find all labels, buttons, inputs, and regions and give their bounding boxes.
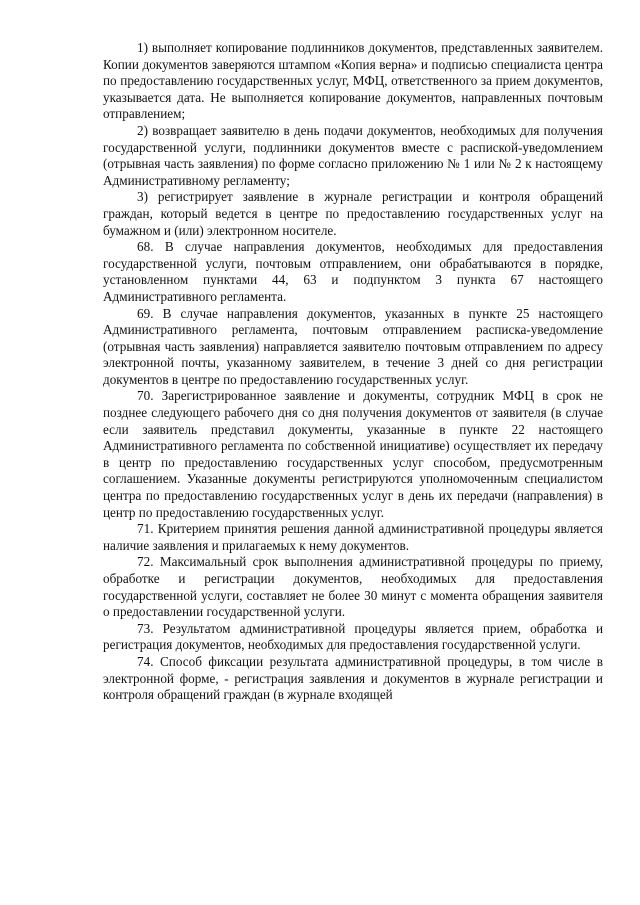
- paragraph-67-3: 3) регистрирует заявление в журнале регистрации и контроля обращений граждан, который ведется в центре по предоставлению государственных услуг на бумажном и (или) электронном носителе.: [103, 189, 603, 238]
- document-page: [103, 40, 603, 704]
- paragraph-70: 70. Зарегистрированное заявление и документы, сотрудник МФЦ в срок не позднее следующего рабочего дня со дня получения документов от заявителя (в случае если заявитель представил документы, указанные в пункте 22 настоящего Административного регламента по собственной инициативе) осуществляет их передачу в центр по предоставлению государственных услуг способом, предусмотренным соглашением. Указанные документы регистрируются уполномоченным специалистом центра по предоставлению государственных услуг в день их передачи (направления) в центр по предоставлению государственных услуг.: [103, 388, 603, 520]
- paragraph-67-2: 2) возвращает заявителю в день подачи документов, необходимых для получения государственной услуги, подлинники документов вместе с распиской-уведомлением (отрывная часть заявления) по форме согласно приложению № 1 или № 2 к настоящему Административному регламенту;: [103, 122, 603, 188]
- paragraph-73: 73. Результатом административной процедуры является прием, обработка и регистрация документов, необходимых для предоставления государственной услуги.: [103, 620, 603, 653]
- paragraph-69: 69. В случае направления документов, указанных в пункте 25 настоящего Административного регламента, почтовым отправлением расписка-уведомление (отрывная часть заявления) направляется заявителю почтовым отправлением по адресу электронной почты, указанному заявителем, в течение 3 дней со дня регистрации документов в центре по предоставлению государственных услуг.: [103, 305, 603, 387]
- paragraph-71: 71. Критерием принятия решения данной административной процедуры является наличие заявления и прилагаемых к нему документов.: [103, 521, 603, 553]
- paragraph-67-1: 1) выполняет копирование подлинников документов, представленных заявителем. Копии документов заверяются штампом «Копия верна» и подписью специалиста центра по предоставлению государственных услуг, МФЦ, ответственного за прием документов, указывается дата. Не выполняется копирование документов, направленных почтовым отправлением;: [103, 40, 603, 122]
- paragraph-72: 72. Максимальный срок выполнения административной процедуры по приему, обработке и регистрации документов, необходимых для предоставления государственной услуги, составляет не более 30 минут с момента обращения заявителя о предоставлении государственной услуги.: [103, 554, 603, 620]
- paragraph-68: 68. В случае направления документов, необходимых для предоставления государственной услуги, почтовым отправлением, они обрабатываются в порядке, установленном пунктами 44, 63 и подпунктом 3 пункта 67 настоящего Административного регламента.: [103, 239, 603, 304]
- paragraph-74: 74. Способ фиксации результата административной процедуры, в том числе в электронной форме, - регистрация заявления и документов в журнале регистрации и контроля обращений граждан (в журнале входящей: [103, 653, 603, 703]
